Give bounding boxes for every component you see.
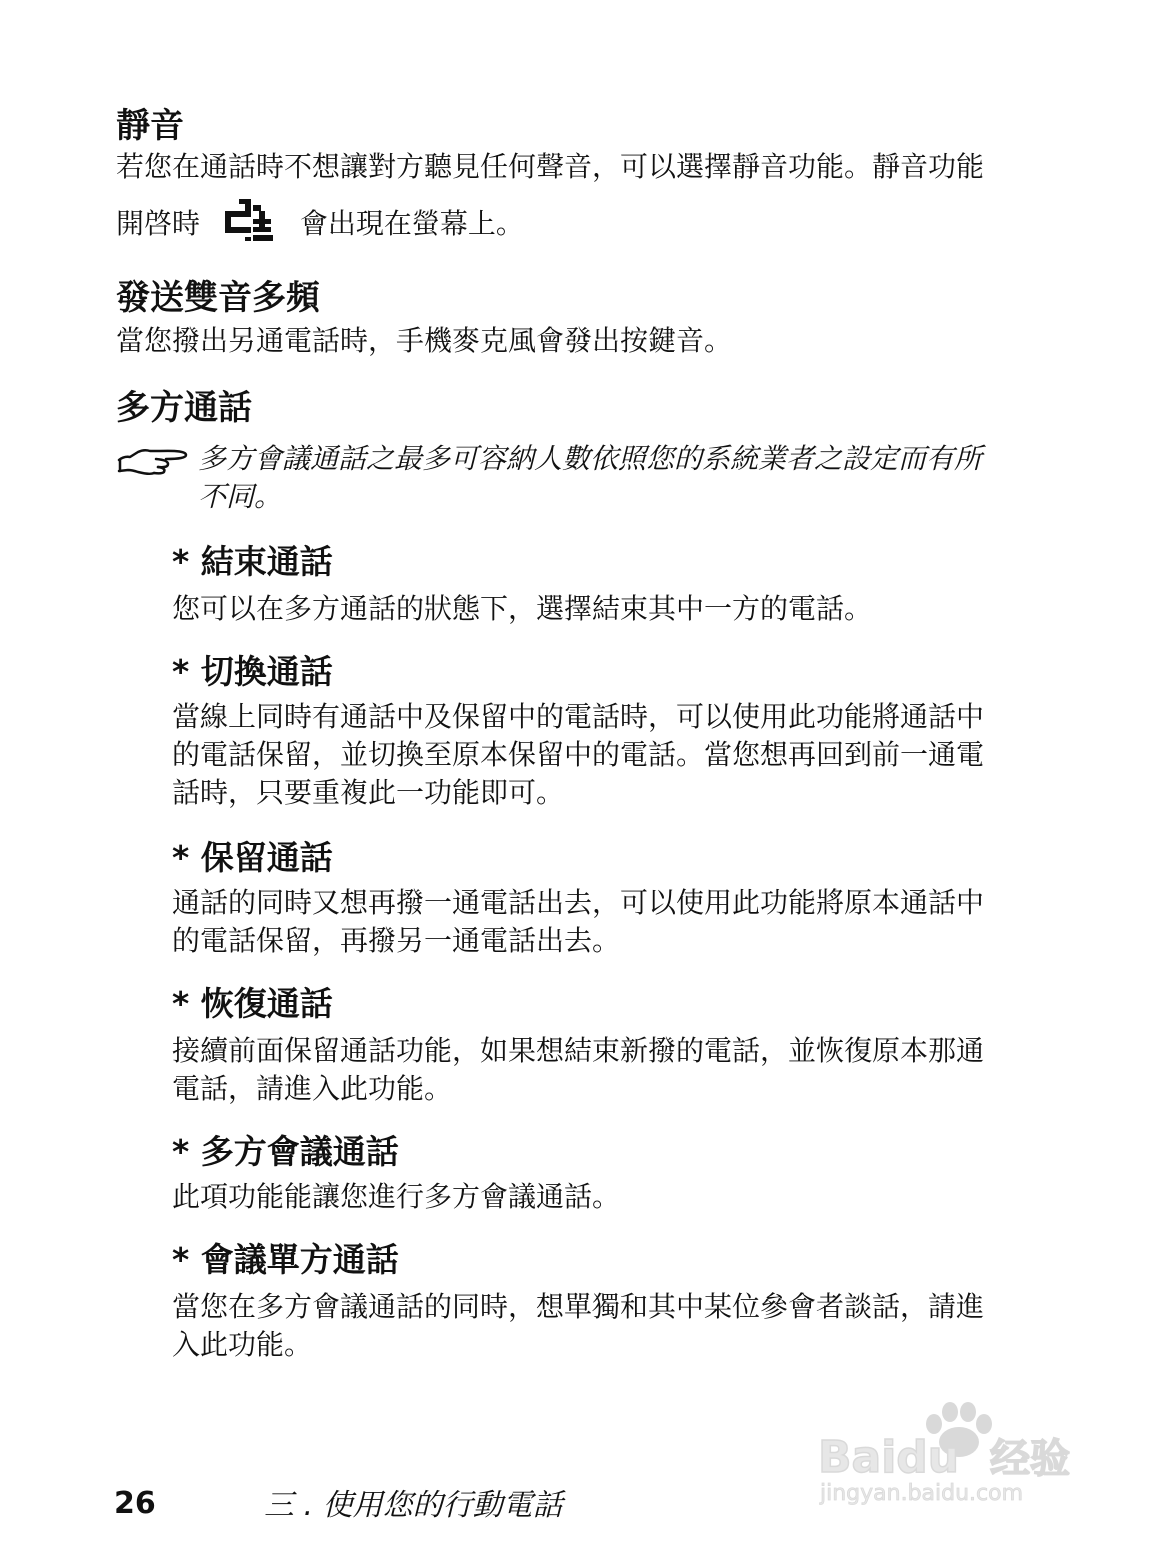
subsection-title-private: * 會議單方通話 xyxy=(172,1240,399,1279)
dtmf-text-line1: 當您撥出另通電話時，手機麥克風會發出按鍵音。 xyxy=(116,324,733,357)
subsection-title-resume-call: * 恢復通話 xyxy=(172,984,333,1023)
section-title-dtmf: 發送雙音多頻 xyxy=(116,278,320,318)
paw-logo-icon xyxy=(814,1390,1094,1510)
mute-text-line1: 若您在通話時不想讓對方聽見任何聲音，可以選擇靜音功能。靜音功能 xyxy=(116,150,985,183)
mute-text-before-icon: 開啓時 xyxy=(116,207,201,240)
switch-call-text-line2: 的電話保留，並切換至原本保留中的電話。當您想再回到前一通電 xyxy=(172,738,985,771)
subsection-title-hold-call: * 保留通話 xyxy=(172,838,333,877)
baidu-jingyan-watermark xyxy=(814,1390,1094,1510)
switch-call-text-line1: 當線上同時有通話中及保留中的電話時，可以使用此功能將通話中 xyxy=(172,700,985,733)
switch-call-text-line3: 話時，只要重複此一功能即可。 xyxy=(172,776,565,809)
watermark-logo-text: Baidu xyxy=(818,1432,960,1483)
resume-call-text-line2: 電話，請進入此功能。 xyxy=(172,1072,453,1105)
subsection-title-end-call: * 結束通話 xyxy=(172,542,333,581)
multiparty-note-line2: 不同。 xyxy=(198,480,283,513)
chapter-title: 三 . 使用您的行動電話 xyxy=(264,1488,563,1523)
subsection-title-conference: * 多方會議通話 xyxy=(172,1132,399,1171)
pointing-hand-icon xyxy=(116,440,190,482)
resume-call-text-line1: 接續前面保留通話功能，如果想結束新撥的電話，並恢復原本那通 xyxy=(172,1034,985,1067)
section-title-multiparty: 多方通話 xyxy=(116,388,252,428)
mute-hand-icon xyxy=(223,197,277,253)
subsection-title-switch-call: * 切換通話 xyxy=(172,652,333,691)
private-text-line1: 當您在多方會議通話的同時，想單獨和其中某位參會者談話，請進 xyxy=(172,1290,985,1323)
watermark-url: jingyan.baidu.com xyxy=(820,1481,1024,1506)
mute-text-line2 xyxy=(116,197,524,253)
page-number: 26 xyxy=(114,1486,156,1521)
private-text-line2: 入此功能。 xyxy=(172,1328,313,1361)
end-call-text-line1: 您可以在多方通話的狀態下，選擇結束其中一方的電話。 xyxy=(172,592,873,625)
hold-call-text-line2: 的電話保留，再撥另一通電話出去。 xyxy=(172,924,621,957)
hold-call-text-line1: 通話的同時又想再撥一通電話出去，可以使用此功能將原本通話中 xyxy=(172,886,985,919)
watermark-logo-cn: 经验 xyxy=(990,1436,1070,1482)
multiparty-note-line1: 多方會議通話之最多可容納人數依照您的系統業者之設定而有所 xyxy=(198,442,983,475)
section-title-mute: 靜音 xyxy=(116,106,184,146)
mute-text-after-icon: 會出現在螢幕上。 xyxy=(299,207,524,240)
conference-text-line1: 此項功能能讓您進行多方會議通話。 xyxy=(172,1180,621,1213)
